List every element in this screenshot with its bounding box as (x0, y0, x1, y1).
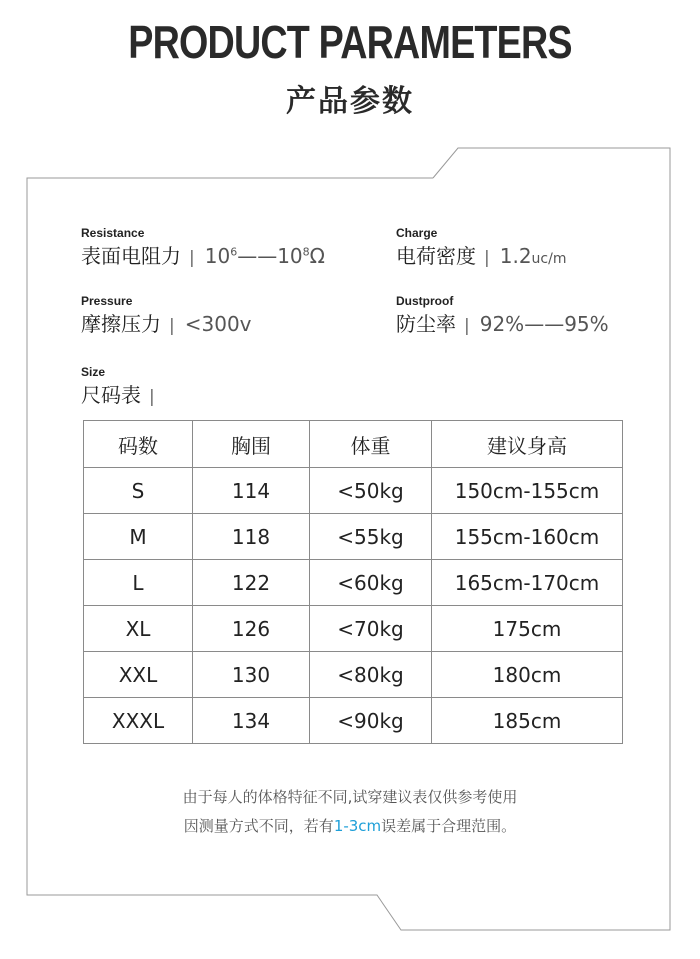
cell-weight: <60kg (310, 560, 432, 606)
separator: | (149, 387, 155, 407)
cell-chest: 130 (193, 652, 310, 698)
param-label-cn: 防尘率 (396, 312, 456, 336)
table-row (84, 606, 623, 652)
table-header-row (84, 421, 623, 468)
param-charge (396, 226, 566, 270)
param-label-en: Charge (396, 226, 438, 240)
table-row (84, 698, 623, 744)
header-chest: 胸围 (193, 421, 310, 468)
cell-height: 165cm-170cm (432, 560, 623, 606)
table-row (84, 652, 623, 698)
param-label-cn: 摩擦压力 (81, 312, 161, 336)
separator: | (464, 316, 470, 336)
header-height: 建议身高 (432, 421, 623, 468)
param-label-cn: 电荷密度 (396, 244, 476, 268)
fit-note-line-2: 因测量方式不同，若有1-3cm误差属于合理范围。 (183, 817, 517, 835)
header-size: 码数 (84, 421, 193, 468)
param-label-en: Dustproof (396, 294, 454, 308)
fit-note-line-1: 由于每人的体格特征不同,试穿建议表仅供参考使用 (182, 788, 518, 806)
title-chinese: 产品参数 (286, 84, 414, 119)
cell-weight: <80kg (310, 652, 432, 698)
param-pressure (81, 294, 252, 338)
param-unit: uc/m (531, 251, 567, 267)
cell-height: 175cm (432, 606, 623, 652)
cell-size: M (84, 514, 193, 560)
cell-weight: <70kg (310, 606, 432, 652)
cell-chest: 122 (193, 560, 310, 606)
cell-chest: 126 (193, 606, 310, 652)
cell-size: S (84, 468, 193, 514)
cell-size: XXL (84, 652, 193, 698)
cell-size: L (84, 560, 193, 606)
separator: | (189, 248, 195, 268)
highlight-tolerance: 1-3cm (333, 817, 382, 835)
size-table (83, 420, 623, 744)
separator: | (169, 316, 175, 336)
cell-height: 185cm (432, 698, 623, 744)
title-english: PRODUCT PARAMETERS (128, 16, 572, 68)
separator: | (484, 248, 490, 268)
header-weight: 体重 (310, 421, 432, 468)
cell-chest: 134 (193, 698, 310, 744)
param-label-cn: 表面电阻力 (81, 244, 181, 268)
table-row (84, 514, 623, 560)
table-row (84, 468, 623, 514)
param-size (81, 365, 165, 409)
cell-chest: 118 (193, 514, 310, 560)
cell-size: XXXL (84, 698, 193, 744)
param-label-cn: 尺码表 (81, 383, 141, 407)
cell-weight: <55kg (310, 514, 432, 560)
cell-height: 150cm-155cm (432, 468, 623, 514)
table-row (84, 560, 623, 606)
param-value: <300 (184, 312, 240, 336)
cell-chest: 114 (193, 468, 310, 514)
param-label-en: Size (81, 365, 106, 379)
cell-weight: <50kg (310, 468, 432, 514)
param-value: 92%——95% (479, 312, 609, 336)
cell-size: XL (84, 606, 193, 652)
param-value: $10^6——10^8\Omega$ (204, 244, 325, 268)
param-resistance (81, 226, 325, 270)
cell-height: 180cm (432, 652, 623, 698)
cell-weight: <90kg (310, 698, 432, 744)
param-label-en: Pressure (81, 294, 133, 308)
param-dustproof (396, 294, 609, 338)
param-unit: v (239, 312, 252, 336)
param-label-en: Resistance (81, 226, 145, 240)
cell-height: 155cm-160cm (432, 514, 623, 560)
param-value: 1.2 (499, 244, 532, 268)
